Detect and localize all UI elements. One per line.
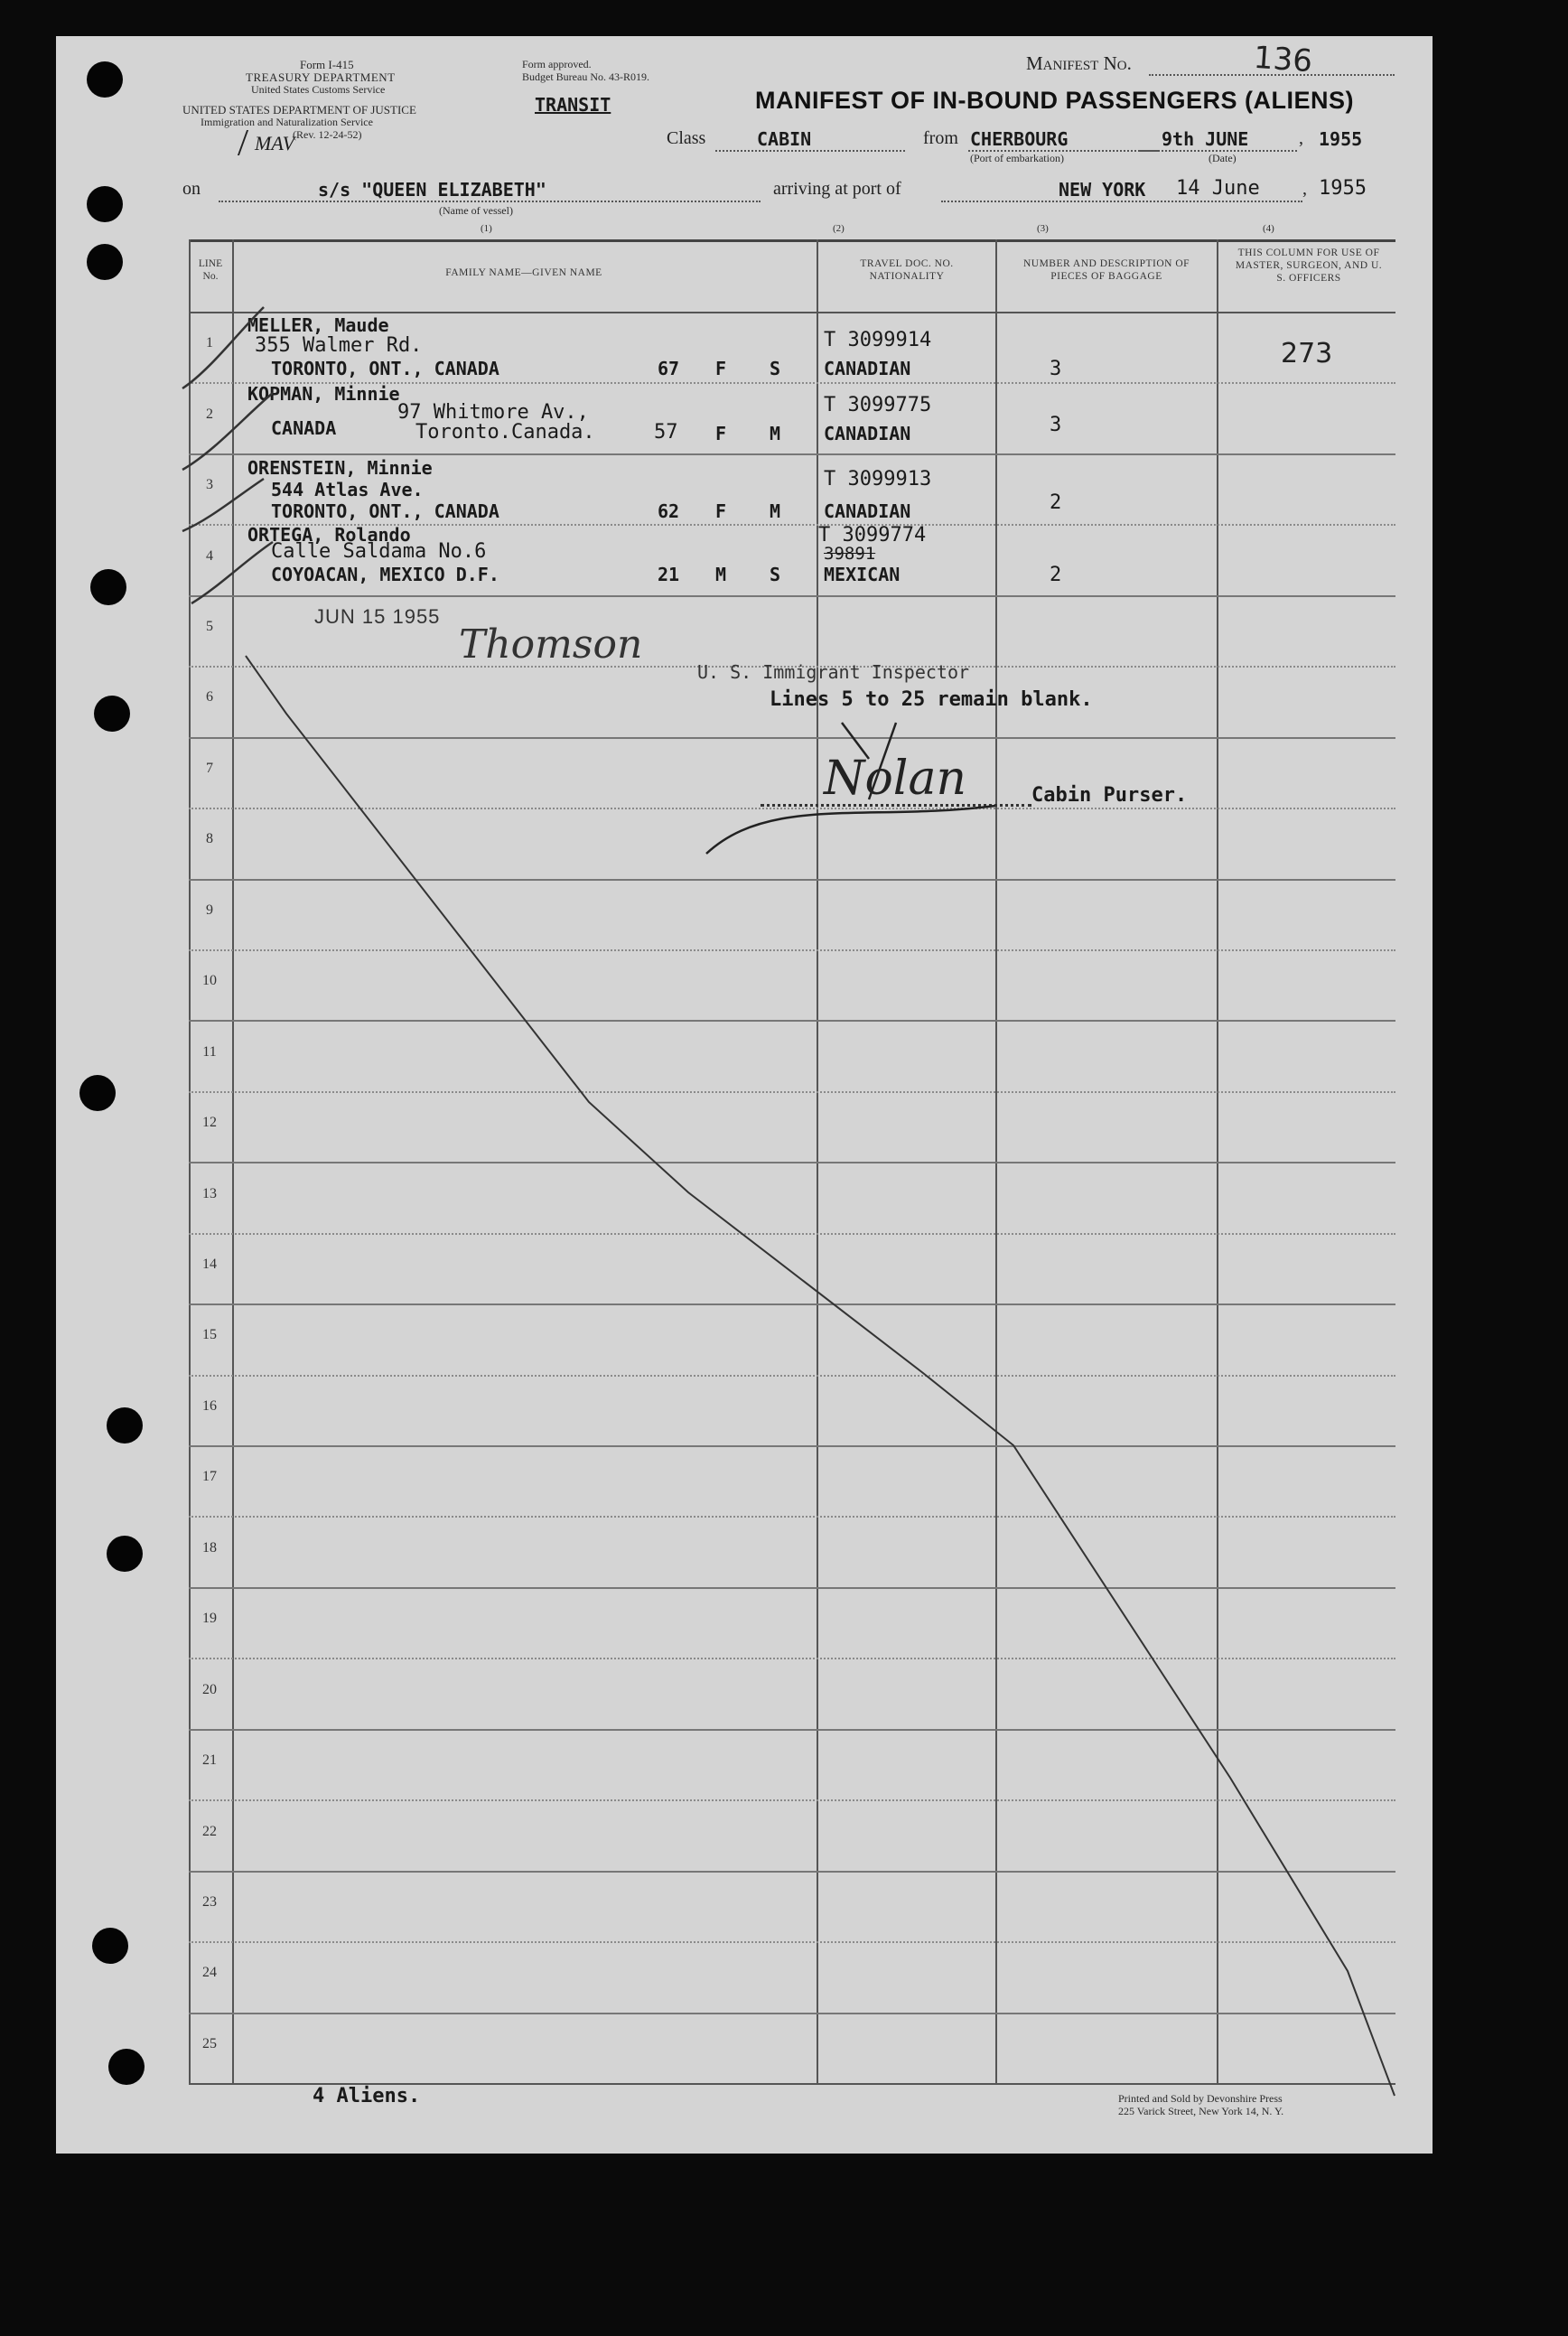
passenger-address-prefix: CANADA — [271, 417, 337, 439]
line-number: 25 — [202, 2035, 217, 2051]
punch-hole — [79, 1075, 116, 1111]
row-divider — [189, 1020, 1395, 1022]
nationality: CANADIAN — [824, 358, 911, 379]
line-number: 10 — [202, 973, 217, 989]
line-number: 18 — [202, 1539, 217, 1556]
row-divider — [189, 737, 1395, 739]
passenger-status: S — [770, 358, 781, 379]
header-officers: THIS COLUMN FOR USE OF MASTER, SURGEON, AND U. S. OFFICERS — [1235, 248, 1383, 284]
budget-bureau: Budget Bureau No. 43-R019. — [522, 70, 649, 83]
row-divider — [189, 1162, 1395, 1163]
row-divider — [189, 1375, 1395, 1377]
passenger-status: M — [770, 423, 781, 444]
arrival-port: NEW YORK — [1059, 179, 1146, 201]
line-number: 16 — [202, 1397, 217, 1414]
nationality: CANADIAN — [824, 423, 911, 444]
form-approved: Form approved. — [522, 58, 592, 70]
form-number: Form I-415 — [300, 58, 354, 71]
line-number: 13 — [202, 1185, 217, 1201]
arriving-label: arriving at port of — [773, 179, 901, 199]
departure-year: 1955 — [1319, 128, 1363, 150]
punch-hole — [87, 244, 123, 280]
row-divider — [189, 1941, 1395, 1943]
row-divider — [189, 879, 1395, 881]
row-divider — [189, 2013, 1395, 2014]
header-line-no: LINE No. — [198, 258, 223, 282]
col-marker-4: (4) — [1263, 223, 1274, 234]
manifest-no-label: Manifest No. — [1026, 52, 1132, 74]
comma: , — [1302, 179, 1307, 199]
line-number: 19 — [202, 1611, 217, 1627]
punch-hole — [92, 1928, 128, 1964]
vessel-caption: (Name of vessel) — [439, 204, 513, 217]
on-label: on — [182, 179, 201, 199]
line-number: 3 — [206, 477, 213, 493]
col-marker-3: (3) — [1037, 223, 1049, 234]
line-number: 12 — [202, 1115, 217, 1131]
passenger-city: COYOACAN, MEXICO D.F. — [271, 564, 499, 585]
passenger-age: 67 — [658, 358, 680, 379]
passenger-sex: M — [715, 564, 727, 585]
punch-hole — [107, 1536, 143, 1572]
manifest-title: MANIFEST OF IN-BOUND PASSENGERS (ALIENS) — [755, 87, 1355, 114]
line-number: 8 — [206, 831, 213, 847]
customs-service: United States Customs Service — [251, 83, 386, 96]
passenger-address: 97 Whitmore Av., — [397, 401, 589, 424]
punch-hole — [107, 1407, 143, 1444]
departure-date: 9th JUNE — [1162, 128, 1249, 150]
inspector-signature: Thomson — [459, 621, 643, 668]
row-divider — [189, 1091, 1395, 1093]
from-value: CHERBOURG — [970, 128, 1069, 150]
arrival-year: 1955 — [1319, 177, 1367, 200]
mav-mark: MAV — [255, 132, 295, 154]
transit-stamp: TRANSIT — [535, 94, 611, 116]
punch-hole — [108, 2049, 145, 2085]
punch-hole — [87, 61, 123, 98]
travel-doc-no: T 3099914 — [824, 329, 932, 351]
row-divider — [189, 1303, 1395, 1305]
punch-hole — [94, 696, 130, 732]
passenger-sex: F — [715, 358, 727, 379]
row-divider — [189, 1871, 1395, 1873]
struck-doc-no: 39891 — [824, 544, 876, 564]
comma: , — [1299, 128, 1303, 148]
row-divider — [189, 453, 1395, 455]
punch-hole — [90, 569, 126, 605]
header-travel-doc: TRAVEL DOC. NO. NATIONALITY — [860, 258, 954, 282]
line-number: 1 — [206, 335, 213, 351]
nationality: MEXICAN — [824, 564, 901, 585]
row-divider — [189, 1233, 1395, 1235]
line-number: 14 — [202, 1257, 217, 1273]
total-aliens: 4 Aliens. — [313, 2085, 421, 2107]
row-divider — [189, 1658, 1395, 1659]
passenger-city: Toronto.Canada. — [415, 421, 595, 444]
printer-address: 225 Varick Street, New York 14, N. Y. — [1118, 2105, 1284, 2117]
passenger-address: 544 Atlas Ave. — [271, 479, 424, 500]
row-divider — [189, 949, 1395, 951]
ins-service: Immigration and Naturalization Service — [201, 116, 373, 128]
port-line — [941, 201, 1302, 202]
baggage-count: 2 — [1050, 564, 1062, 586]
passenger-age: 57 — [654, 421, 678, 444]
passenger-name: MELLER, Maude — [247, 314, 389, 336]
manifest-page — [56, 36, 1433, 2154]
printer-name: Printed and Sold by Devonshire Press — [1118, 2092, 1283, 2105]
line-number: 5 — [206, 619, 213, 635]
passenger-status: S — [770, 564, 781, 585]
row-divider — [189, 1516, 1395, 1518]
passenger-address: 355 Walmer Rd. — [255, 334, 423, 357]
date-caption: (Date) — [1209, 152, 1237, 164]
row-divider — [189, 1799, 1395, 1801]
header-bottom-border — [189, 312, 1395, 313]
class-label: Class — [667, 128, 706, 148]
line-number: 21 — [202, 1752, 217, 1769]
arrival-date: 14 June — [1176, 177, 1260, 200]
passenger-name: ORTEGA, Rolando — [247, 524, 411, 546]
manifest-no-value: 136 — [1252, 39, 1314, 80]
line-number: 20 — [202, 1681, 217, 1697]
purser-line — [761, 804, 1031, 807]
treasury-department: TREASURY DEPARTMENT — [246, 70, 396, 84]
from-caption: (Port of embarkation) — [970, 152, 1064, 164]
baggage-count: 3 — [1050, 414, 1062, 436]
row-divider — [189, 1445, 1395, 1447]
travel-doc-no: T 3099775 — [824, 394, 932, 416]
baggage-count: 3 — [1050, 358, 1062, 380]
class-line — [715, 150, 905, 152]
travel-doc-no: T 3099774 — [818, 524, 927, 547]
line-number: 7 — [206, 760, 213, 776]
passenger-age: 62 — [658, 500, 680, 522]
justice-department: UNITED STATES DEPARTMENT OF JUSTICE — [182, 103, 416, 117]
inspector-title: U. S. Immigrant Inspector — [697, 661, 970, 683]
row-divider — [189, 1587, 1395, 1589]
purser-signature: Nolan — [824, 752, 966, 806]
header-name: FAMILY NAME—GIVEN NAME — [445, 267, 602, 278]
travel-doc-no: T 3099913 — [824, 468, 932, 491]
line-number: 11 — [202, 1043, 217, 1060]
punch-hole — [87, 186, 123, 222]
date-stamp: JUN 15 1955 — [314, 605, 441, 628]
col-marker-1: (1) — [481, 223, 492, 234]
col-marker-2: (2) — [833, 223, 845, 234]
from-label: from — [923, 128, 958, 148]
passenger-name: KOPMAN, Minnie — [247, 383, 400, 405]
passenger-sex: F — [715, 500, 727, 522]
line-number: 9 — [206, 902, 213, 918]
vessel-name: s/s "QUEEN ELIZABETH" — [318, 179, 546, 201]
passenger-name: ORENSTEIN, Minnie — [247, 457, 433, 479]
passenger-city: TORONTO, ONT., CANADA — [271, 358, 499, 379]
passenger-city: TORONTO, ONT., CANADA — [271, 500, 499, 522]
passenger-address: Calle Saldama No.6 — [271, 540, 487, 563]
blank-lines-note: Lines 5 to 25 remain blank. — [770, 688, 1093, 711]
table-top-border — [189, 239, 1395, 242]
purser-title: Cabin Purser. — [1031, 784, 1188, 807]
line-number: 17 — [202, 1469, 217, 1485]
class-value: CABIN — [757, 128, 812, 150]
passenger-age: 21 — [658, 564, 680, 585]
line-number: 23 — [202, 1893, 217, 1910]
vessel-line — [219, 201, 761, 202]
line-number: 24 — [202, 1965, 217, 1981]
baggage-count: 2 — [1050, 491, 1062, 514]
line-number: 15 — [202, 1327, 217, 1343]
line-number: 2 — [206, 406, 213, 422]
row-divider — [189, 1729, 1395, 1731]
row-divider — [189, 808, 1395, 809]
line-number: 6 — [206, 689, 213, 705]
passenger-sex: F — [715, 423, 727, 444]
revision-date: (Rev. 12-24-52) — [293, 128, 362, 141]
passenger-status: M — [770, 500, 781, 522]
line-number: 4 — [206, 547, 213, 564]
nationality: CANADIAN — [824, 500, 911, 522]
header-baggage: NUMBER AND DESCRIPTION OF PIECES OF BAGGAGE — [1022, 258, 1190, 282]
line-number: 22 — [202, 1823, 217, 1839]
row-divider — [189, 595, 1395, 597]
officer-note: 273 — [1281, 338, 1333, 369]
